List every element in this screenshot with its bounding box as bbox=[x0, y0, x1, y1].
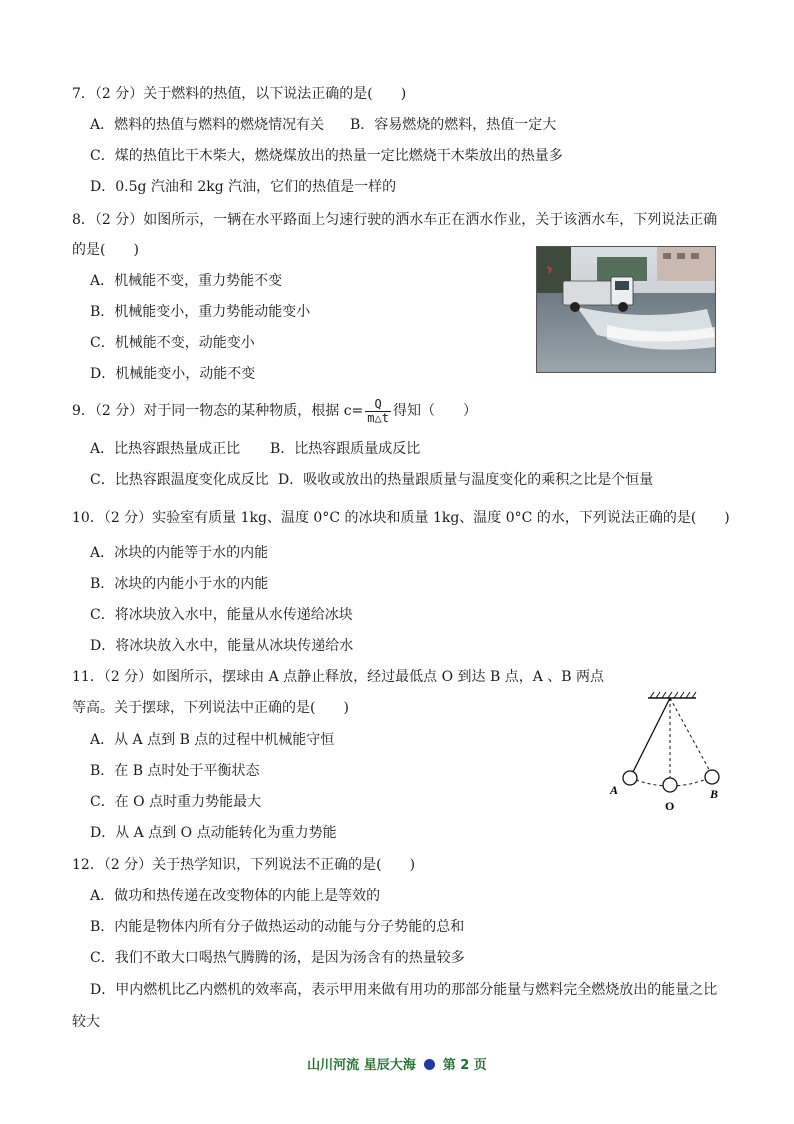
q8-option-b: B．机械能变小，重力势能动能变小 bbox=[90, 304, 311, 320]
q10-option-b: B．冰块的内能小于水的内能 bbox=[90, 576, 269, 592]
q12-option-d-cont: 较大 bbox=[72, 1014, 100, 1030]
q11-option-a: A．从 A 点到 B 点的过程中机械能守恒 bbox=[90, 732, 335, 748]
pendulum-label-b: B bbox=[710, 787, 719, 801]
question-9-stem bbox=[72, 394, 477, 428]
page-number: 第 2 页 bbox=[442, 1058, 487, 1073]
q7-option-b: B．容易燃烧的燃料，热值一定大 bbox=[350, 117, 557, 133]
q12-option-d: D．甲内燃机比乙内燃机的效率高，表示甲用来做有用功的那部分能量与燃料完全燃烧放出的能量之比 bbox=[90, 982, 718, 998]
q8-option-d: D．机械能变小，动能不变 bbox=[90, 366, 256, 382]
q9-option-b: B．比热容跟质量成反比 bbox=[270, 441, 421, 457]
q7-option-c: C．煤的热值比干木柴大，燃烧煤放出的热量一定比燃烧干木柴放出的热量多 bbox=[90, 148, 563, 164]
q8-option-a: A．机械能不变，重力势能不变 bbox=[90, 273, 283, 289]
question-11-stem-cont: 等高。关于摆球，下列说法中正确的是( ) bbox=[72, 700, 349, 716]
formula-denominator: m△t bbox=[367, 410, 389, 425]
q10-option-a: A．冰块的内能等于水的内能 bbox=[90, 545, 269, 561]
question-11-stem: 11．（2 分）如图所示，摆球由 A 点静止释放，经过最低点 O 到达 B 点，A 、B 两点 bbox=[72, 669, 605, 685]
q10-option-c: C．将冰块放入水中，能量从水传递给冰块 bbox=[90, 607, 353, 623]
q12-option-c: C．我们不敢大口喝热气腾腾的汤，是因为汤含有的热量较多 bbox=[90, 950, 465, 966]
q11-option-c: C．在 O 点时重力势能最大 bbox=[90, 794, 262, 810]
question-12-stem: 12．（2 分）关于热学知识，下列说法不正确的是( ) bbox=[72, 857, 416, 873]
q8-option-c: C．机械能不变，动能变小 bbox=[90, 335, 255, 351]
footer-dot-icon bbox=[424, 1059, 435, 1070]
question-8-stem: 8．（2 分）如图所示，一辆在水平路面上匀速行驶的洒水车正在洒水作业，关于该洒水车，下列说法正确 bbox=[72, 212, 718, 228]
q11-option-d: D．从 A 点到 O 点动能转化为重力势能 bbox=[90, 825, 337, 841]
q10-option-d: D．将冰块放入水中，能量从冰块传递给水 bbox=[90, 638, 354, 654]
formula-numerator: Q bbox=[365, 398, 391, 412]
q7-option-d: D．0.5g 汽油和 2kg 汽油，它们的热值是一样的 bbox=[90, 179, 397, 195]
pendulum-diagram bbox=[604, 688, 730, 810]
question-8-stem-cont: 的是( ) bbox=[72, 242, 139, 258]
pendulum-label-o: O bbox=[665, 799, 675, 810]
q7-option-a: A．燃料的热值与燃料的燃烧情况有关 bbox=[90, 117, 325, 133]
question-7-stem: 7．（2 分）关于燃料的热值，以下说法正确的是( ) bbox=[72, 86, 407, 102]
q9-option-c: C．比热容跟温度变化成反比 bbox=[90, 472, 269, 488]
q9-option-d: D．吸收或放出的热量跟质量与温度变化的乘积之比是个恒量 bbox=[278, 472, 654, 488]
pendulum-label-a: A bbox=[610, 783, 619, 797]
specific-heat-formula bbox=[365, 398, 391, 425]
page-footer bbox=[0, 1054, 794, 1073]
question-10-stem: 10．（2 分）实验室有质量 1kg、温度 0°C 的冰块和质量 1kg、温度 0°C 的水，下列说法正确的是( ) bbox=[72, 510, 730, 526]
footer-motto: 山川河流 星辰大海 bbox=[307, 1058, 416, 1073]
q12-option-a: A．做功和热传递在改变物体的内能上是等效的 bbox=[90, 888, 381, 904]
q12-option-b: B．内能是物体内所有分子做热运动的动能与分子势能的总和 bbox=[90, 919, 465, 935]
q11-option-b: B．在 B 点时处于平衡状态 bbox=[90, 763, 260, 779]
q9-stem-prefix: 9．（2 分）对于同一物态的某种物质，根据 c= bbox=[72, 403, 364, 419]
sprinkler-truck-photo bbox=[536, 246, 716, 373]
q9-stem-suffix: 得知（ ） bbox=[392, 403, 477, 419]
q9-option-a: A．比热容跟热量成正比 bbox=[90, 441, 241, 457]
